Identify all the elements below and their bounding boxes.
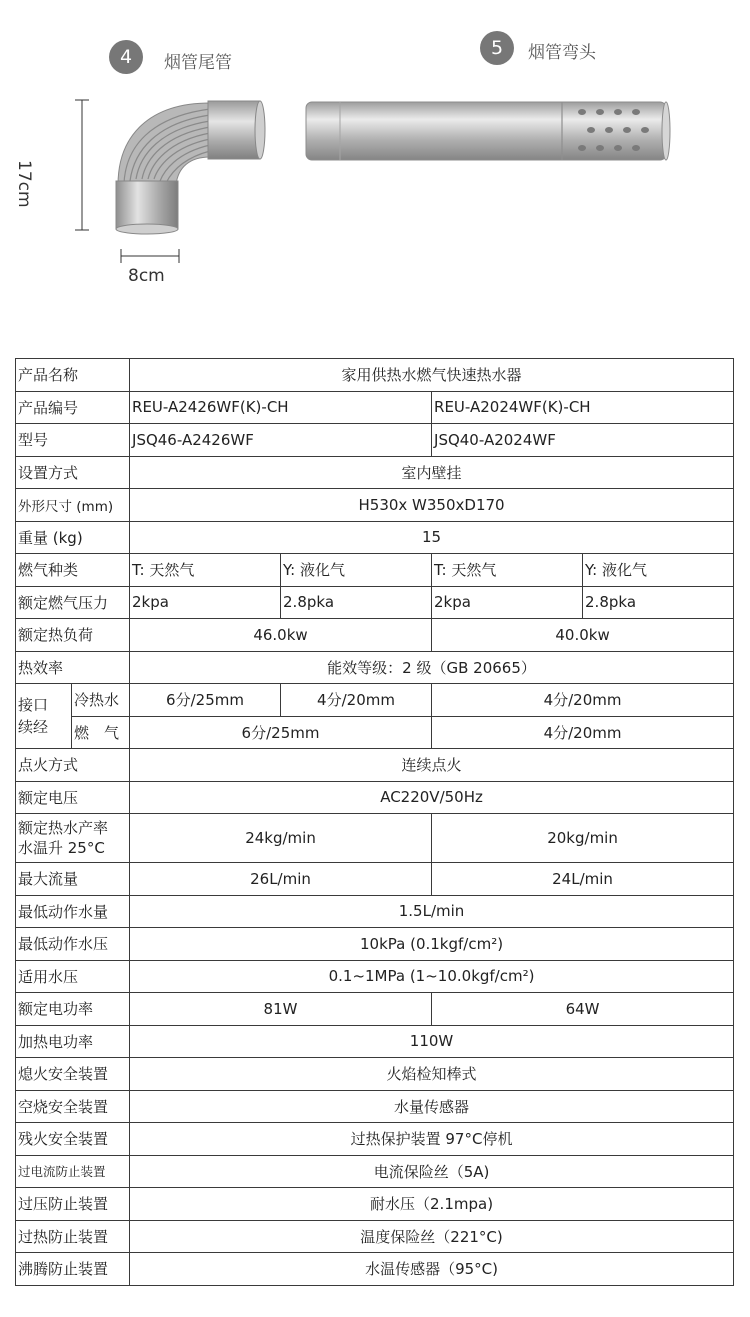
label-water-pressure: 适用水压 [16, 960, 130, 993]
label-overcurrent: 过电流防止装置 [16, 1155, 130, 1188]
value-gas-pressure-2: 2.8pka [281, 586, 432, 619]
row-min-flow [16, 895, 734, 928]
row-interface-water [16, 684, 734, 717]
label-product-code: 产品编号 [16, 391, 130, 424]
value-model-b: JSQ40-A2024WF [432, 424, 734, 457]
value-gas-pressure-1: 2kpa [130, 586, 281, 619]
row-model [16, 424, 734, 457]
row-dimensions [16, 489, 734, 522]
row-product-code [16, 391, 734, 424]
value-hot-water-output-a: 24kg/min [130, 814, 432, 863]
label-residual-safety: 残火安全装置 [16, 1123, 130, 1156]
row-gas-pressure [16, 586, 734, 619]
value-interface-gas-b: 4分/20mm [432, 716, 734, 749]
label-interface-gas: 燃 气 [72, 716, 130, 749]
width-dimension-line [116, 248, 186, 264]
label-overpressure: 过压防止装置 [16, 1188, 130, 1221]
row-max-flow [16, 863, 734, 896]
row-product-name [16, 359, 734, 392]
value-interface-gas-a: 6分/25mm [130, 716, 432, 749]
label-heating-power: 加热电功率 [16, 1025, 130, 1058]
value-product-name: 家用供热水燃气快速热水器 [130, 359, 734, 392]
value-heat-load-b: 40.0kw [432, 619, 734, 652]
value-gas-pressure-4: 2.8pka [583, 586, 734, 619]
label-interface [16, 684, 72, 749]
value-max-flow-a: 26L/min [130, 863, 432, 896]
value-overpressure: 耐水压（2.1mpa) [130, 1188, 734, 1221]
row-flame-safety [16, 1058, 734, 1091]
part-5-name: 烟管弯头 [528, 43, 596, 63]
row-water-pressure [16, 960, 734, 993]
value-weight: 15 [130, 521, 734, 554]
row-interface-gas [16, 716, 734, 749]
row-dry-burn-safety [16, 1090, 734, 1123]
value-install: 室内壁挂 [130, 456, 734, 489]
label-max-flow: 最大流量 [16, 863, 130, 896]
width-label: 8cm [128, 266, 165, 286]
label-min-flow: 最低动作水量 [16, 895, 130, 928]
label-voltage: 额定电压 [16, 781, 130, 814]
value-water-pressure: 0.1~1MPa (1~10.0kgf/cm²) [130, 960, 734, 993]
label-hot-water-output [16, 814, 130, 863]
value-max-flow-b: 24L/min [432, 863, 734, 896]
value-model-a: JSQ46-A2426WF [130, 424, 432, 457]
value-product-code-b: REU-A2024WF(K)-CH [432, 391, 734, 424]
label-efficiency: 热效率 [16, 651, 130, 684]
label-dimensions: 外形尺寸 (mm) [16, 489, 130, 522]
label-weight: 重量 (kg) [16, 521, 130, 554]
value-gas-type-3: T: 天然气 [432, 554, 583, 587]
value-min-flow: 1.5L/min [130, 895, 734, 928]
row-boiling [16, 1253, 734, 1286]
label-gas-pressure: 额定燃气压力 [16, 586, 130, 619]
straight-pipe-icon [300, 98, 672, 164]
row-voltage [16, 781, 734, 814]
value-voltage: AC220V/50Hz [130, 781, 734, 814]
row-ignition [16, 749, 734, 782]
row-power [16, 993, 734, 1026]
label-flame-safety: 熄火安全装置 [16, 1058, 130, 1091]
value-boiling: 水温传感器（95°C) [130, 1253, 734, 1286]
elbow-pipe-icon [110, 95, 270, 235]
row-heating-power [16, 1025, 734, 1058]
value-ignition: 连续点火 [130, 749, 734, 782]
value-power-b: 64W [432, 993, 734, 1026]
height-dimension-line [70, 96, 90, 236]
value-gas-type-1: T: 天然气 [130, 554, 281, 587]
value-flame-safety: 火焰检知棒式 [130, 1058, 734, 1091]
row-heat-load [16, 619, 734, 652]
label-interface-line2: 续经 [18, 718, 49, 736]
value-dry-burn-safety: 水量传感器 [130, 1090, 734, 1123]
row-hot-water-output [16, 814, 734, 863]
row-gas-type [16, 554, 734, 587]
label-ignition: 点火方式 [16, 749, 130, 782]
row-overpressure [16, 1188, 734, 1221]
row-efficiency [16, 651, 734, 684]
value-efficiency: 能效等级：2 级（GB 20665） [130, 651, 734, 684]
label-hot-water-output-line2: 水温升 25°C [18, 839, 105, 857]
label-power: 额定电功率 [16, 993, 130, 1026]
label-hot-water-output-line1: 额定热水产率 [18, 819, 109, 837]
label-interface-line1: 接口 [18, 696, 49, 714]
value-dimensions: H530x W350xD170 [130, 489, 734, 522]
part-4-number-badge: 4 [109, 40, 143, 74]
row-overcurrent [16, 1155, 734, 1188]
part-4-name: 烟管尾管 [164, 53, 232, 73]
label-model: 型号 [16, 424, 130, 457]
row-min-pressure [16, 928, 734, 961]
label-boiling: 沸腾防止装置 [16, 1253, 130, 1286]
value-interface-water-2: 4分/20mm [281, 684, 432, 717]
value-hot-water-output-b: 20kg/min [432, 814, 734, 863]
row-residual-safety [16, 1123, 734, 1156]
row-overheat [16, 1220, 734, 1253]
label-heat-load: 额定热负荷 [16, 619, 130, 652]
value-min-pressure: 10kPa (0.1kgf/cm²) [130, 928, 734, 961]
value-gas-type-2: Y: 液化气 [281, 554, 432, 587]
value-heating-power: 110W [130, 1025, 734, 1058]
part-5-number-badge: 5 [480, 31, 514, 65]
height-label: 17cm [14, 160, 34, 208]
label-gas-type: 燃气种类 [16, 554, 130, 587]
value-heat-load-a: 46.0kw [130, 619, 432, 652]
value-interface-water-1: 6分/25mm [130, 684, 281, 717]
label-product-name: 产品名称 [16, 359, 130, 392]
value-residual-safety: 过热保护装置 97°C停机 [130, 1123, 734, 1156]
value-power-a: 81W [130, 993, 432, 1026]
value-gas-pressure-3: 2kpa [432, 586, 583, 619]
spec-table [15, 358, 734, 1286]
label-dry-burn-safety: 空烧安全装置 [16, 1090, 130, 1123]
value-gas-type-4: Y: 液化气 [583, 554, 734, 587]
value-overheat: 温度保险丝（221°C) [130, 1220, 734, 1253]
row-install [16, 456, 734, 489]
label-min-pressure: 最低动作水压 [16, 928, 130, 961]
value-product-code-a: REU-A2426WF(K)-CH [130, 391, 432, 424]
label-interface-water: 冷热水 [72, 684, 130, 717]
label-overheat: 过热防止装置 [16, 1220, 130, 1253]
row-weight [16, 521, 734, 554]
label-install: 设置方式 [16, 456, 130, 489]
value-interface-water-3: 4分/20mm [432, 684, 734, 717]
value-overcurrent: 电流保险丝（5A) [130, 1155, 734, 1188]
